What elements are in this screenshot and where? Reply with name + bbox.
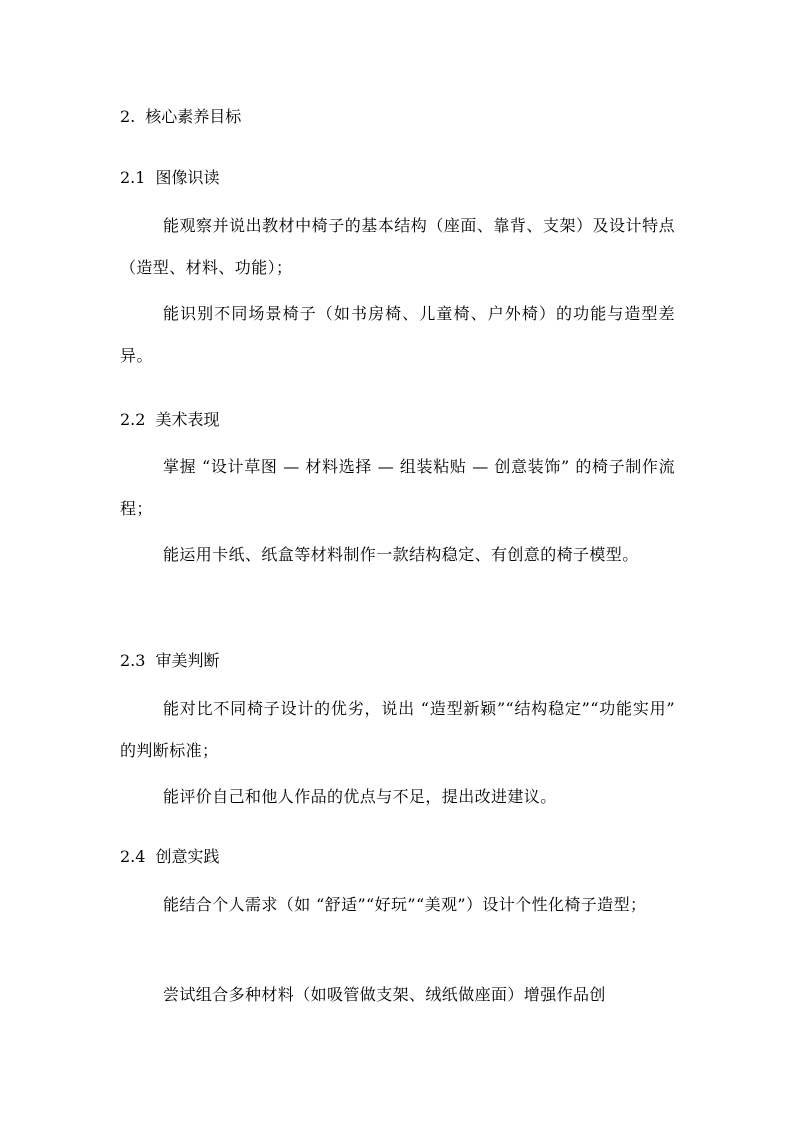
subsection-title: 美术表现 [155,410,220,429]
section-number: 2. [120,107,136,126]
paragraph: 能运用卡纸、纸盒等材料制作一款结构稳定、有创意的椅子模型。 [163,545,639,564]
paragraph: 能评价自己和他人作品的优点与不足，提出改进建议。 [163,787,557,806]
subsection-title: 图像识读 [155,168,220,187]
paragraph: 掌握 “设计草图 — 材料选择 — 组装粘贴 — 创意装饰” 的椅子制作流程； [120,457,675,518]
section-heading [120,107,241,127]
paragraph: 能结合个人需求（如 “舒适”“好玩”“美观”）设计个性化椅子造型； [163,895,647,914]
subsection-number: 2.4 [120,847,146,866]
subsection-heading-2-1 [120,168,219,188]
subsection-number: 2.3 [120,651,146,670]
section-title: 核心素养目标 [145,107,242,126]
paragraph: 能观察并说出教材中椅子的基本结构（座面、靠背、支架）及设计特点（造型、材料、功能）； [120,216,675,277]
subsection-title: 创意实践 [155,847,220,866]
subsection-heading-2-3 [120,651,219,671]
subsection-title: 审美判断 [155,651,220,670]
subsection-number: 2.2 [120,410,146,429]
subsection-heading-2-4 [120,847,219,867]
paragraph: 能识别不同场景椅子（如书房椅、儿童椅、户外椅）的功能与造型差异。 [120,304,675,365]
paragraph: 能对比不同椅子设计的优劣，说出 “造型新颖”“结构稳定”“功能实用” 的判断标准； [120,699,675,760]
subsection-heading-2-2 [120,410,219,430]
paragraph: 尝试组合多种材料（如吸管做支架、绒纸做座面）增强作品创 [163,985,606,1004]
subsection-number: 2.1 [120,168,146,187]
